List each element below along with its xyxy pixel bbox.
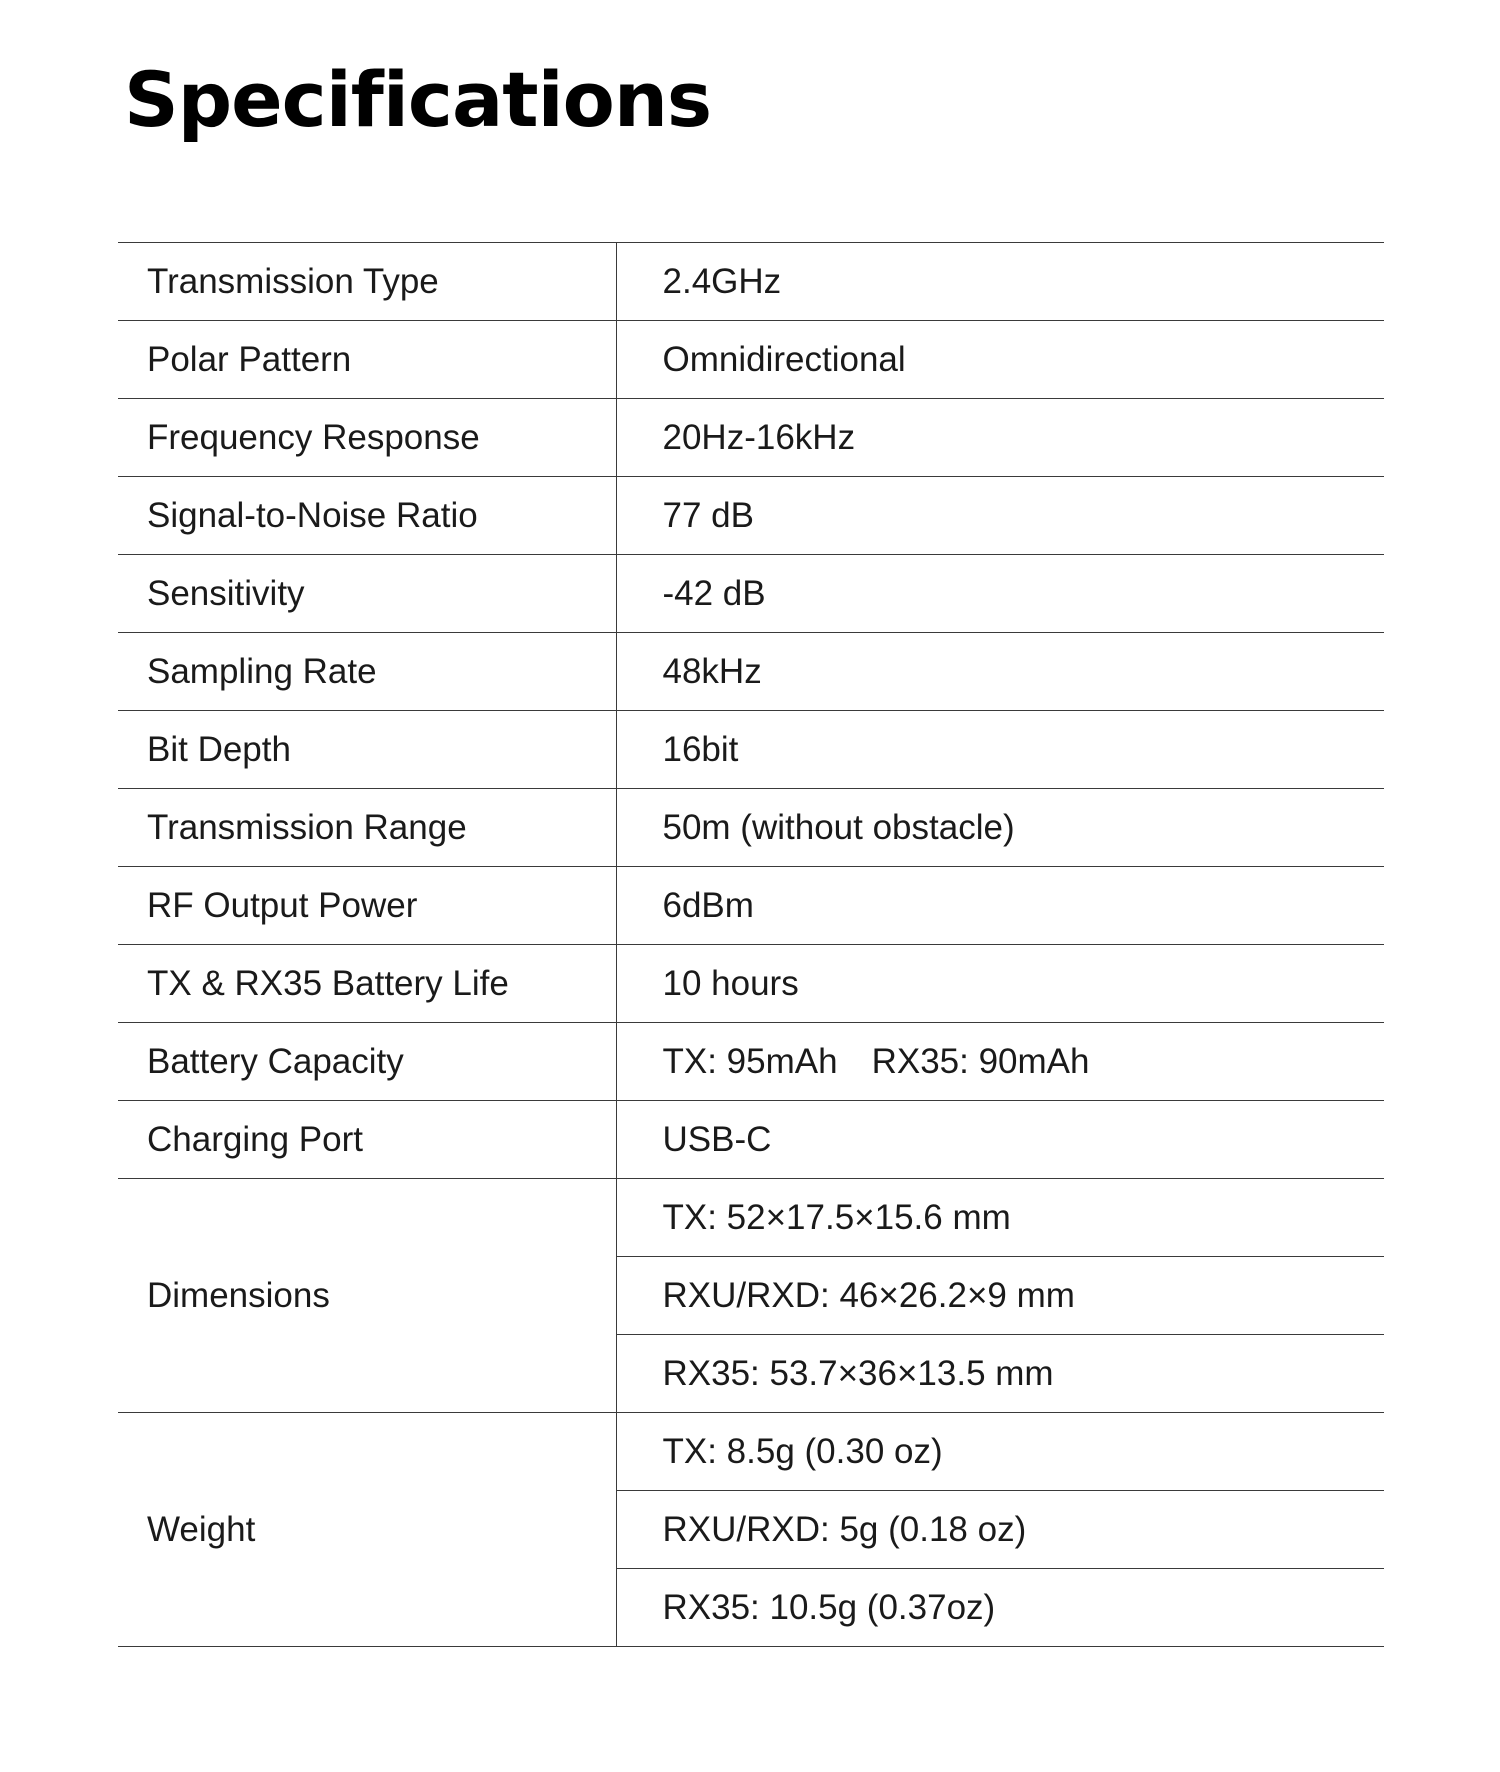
spec-value: 2.4GHz <box>616 243 1384 321</box>
spec-row-snr <box>118 477 1384 555</box>
spec-row-charging-port <box>118 1101 1384 1179</box>
spec-value: 10 hours <box>616 945 1384 1023</box>
spec-value: -42 dB <box>616 555 1384 633</box>
spec-label: Charging Port <box>118 1101 616 1179</box>
page-title: Specifications <box>124 55 712 144</box>
spec-value: USB-C <box>616 1101 1384 1179</box>
spec-value: TX: 52×17.5×15.6 mm <box>616 1179 1384 1257</box>
spec-label: Transmission Range <box>118 789 616 867</box>
spec-label: Sensitivity <box>118 555 616 633</box>
spec-row-dimensions <box>118 1179 1384 1257</box>
spec-row-polar-pattern <box>118 321 1384 399</box>
battery-capacity-tx: TX: 95mAh <box>662 1041 838 1081</box>
spec-row-battery-life <box>118 945 1384 1023</box>
spec-label: Bit Depth <box>118 711 616 789</box>
spec-value: 20Hz-16kHz <box>616 399 1384 477</box>
battery-capacity-rx35: RX35: 90mAh <box>871 1041 1090 1081</box>
spec-label: RF Output Power <box>118 867 616 945</box>
spec-value: 6dBm <box>616 867 1384 945</box>
spec-row-transmission-range <box>118 789 1384 867</box>
spec-label: Transmission Type <box>118 243 616 321</box>
spec-label: Dimensions <box>118 1179 616 1413</box>
spec-label: Sampling Rate <box>118 633 616 711</box>
spec-label: Battery Capacity <box>118 1023 616 1101</box>
spec-row-sampling-rate <box>118 633 1384 711</box>
spec-label: Signal-to-Noise Ratio <box>118 477 616 555</box>
spec-value <box>616 1023 1384 1101</box>
spec-label: Frequency Response <box>118 399 616 477</box>
spec-row-sensitivity <box>118 555 1384 633</box>
spec-label: TX & RX35 Battery Life <box>118 945 616 1023</box>
spec-value: 50m (without obstacle) <box>616 789 1384 867</box>
spec-row-frequency-response <box>118 399 1384 477</box>
spec-label: Weight <box>118 1413 616 1647</box>
spec-value: 48kHz <box>616 633 1384 711</box>
spec-row-rf-output-power <box>118 867 1384 945</box>
spec-value: Omnidirectional <box>616 321 1384 399</box>
spec-value: RXU/RXD: 5g (0.18 oz) <box>616 1491 1384 1569</box>
spec-value: RXU/RXD: 46×26.2×9 mm <box>616 1257 1384 1335</box>
spec-row-weight <box>118 1413 1384 1491</box>
spec-value: RX35: 53.7×36×13.5 mm <box>616 1335 1384 1413</box>
spec-row-bit-depth <box>118 711 1384 789</box>
spec-value: TX: 8.5g (0.30 oz) <box>616 1413 1384 1491</box>
spec-row-transmission-type <box>118 243 1384 321</box>
specifications-table <box>118 242 1384 1647</box>
spec-value: 16bit <box>616 711 1384 789</box>
spec-value: RX35: 10.5g (0.37oz) <box>616 1569 1384 1647</box>
spec-value: 77 dB <box>616 477 1384 555</box>
spec-row-battery-capacity <box>118 1023 1384 1101</box>
spec-label: Polar Pattern <box>118 321 616 399</box>
